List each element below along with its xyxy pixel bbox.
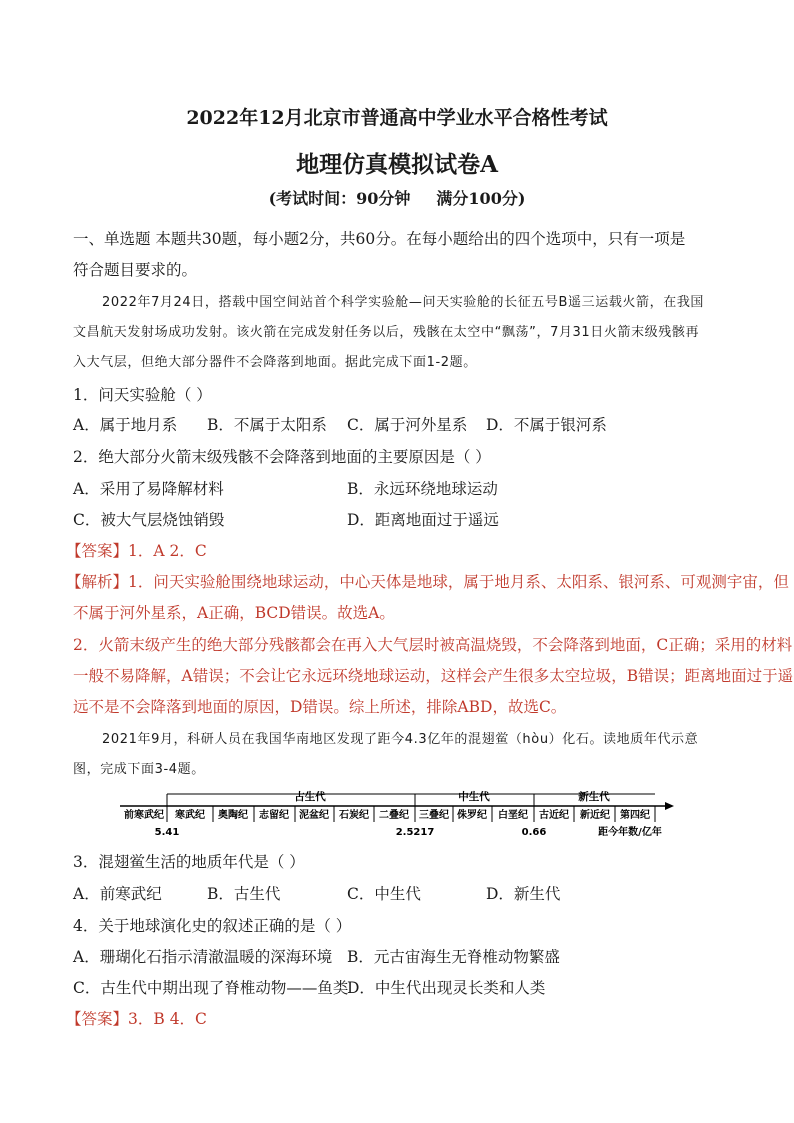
q1-option-c: C．属于河外星系 [347,416,468,434]
answer-label: 【答案】 [66,1010,129,1028]
analysis1-line1: 【解析】1．问天实验舱围绕地球运动，中心天体是地球，属于地月系、太阳系、银河系、可观测宇宙，但 [66,573,789,591]
q2-option-c: C．被大气层烧蚀销毁 [73,511,225,529]
q4-option-c: C．古生代中期出现了脊椎动物——鱼类 [73,979,349,997]
answer-text: 1．A 2．C [128,542,207,560]
q1-option-a: A．属于地月系 [73,416,178,434]
period-ordovician: 奥陶纪 [218,810,248,821]
axis-unit-label: 距今年数/亿年 [598,827,662,838]
boundary-age: 0.66 [521,827,547,838]
q3-option-c: C．中生代 [347,885,421,903]
section-instruction-line1: 一、单选题 本题共30题，每小题2分，共60分。在每小题给出的四个选项中，只有一项是 [73,230,686,248]
q1-stem: 1．问天实验舱（ ） [73,386,212,404]
q3-stem: 3．混翅鲎生活的地质年代是（ ） [73,853,305,871]
paper-title: 地理仿真模拟试卷A [296,151,498,178]
geologic-timeline-diagram [120,786,680,842]
period-triassic: 三叠纪 [419,810,449,821]
q3-option-b: B．古生代 [207,885,281,903]
period-cretaceous: 白垩纪 [498,810,528,821]
q3-option-d: D．新生代 [486,885,561,903]
q3-option-a: A．前寒武纪 [73,885,162,903]
period-neogene: 新近纪 [580,810,610,821]
period-precambrian: 前寒武纪 [124,810,164,821]
material2-line2: 图，完成下面3-4题。 [73,762,205,777]
material1-line3: 入大气层，但绝大部分器件不会降落到地面。据此完成下面1-2题。 [73,355,477,370]
exam-info [0,186,794,209]
q1-option-d: D．不属于银河系 [486,416,607,434]
q4-stem: 4．关于地球演化史的叙述正确的是（ ） [73,917,352,935]
q4-option-a: A．珊瑚化石指示清澈温暖的深海环境 [73,948,333,966]
era-paleozoic: 古生代 [294,791,326,803]
exam-time: (考试时间：90分钟 [268,189,411,208]
q2-option-d: D．距离地面过于遥远 [347,511,499,529]
period-carboniferous: 石炭纪 [339,810,369,821]
analysis1-line4: 一般不易降解，A错误；不会让它永远环绕地球运动，这样会产生很多太空垃圾，B错误；距离地面过于遥 [73,667,794,685]
answer-text: 3．B 4．C [128,1010,207,1028]
analysis1-line3: 2．火箭末级产生的绝大部分残骸都会在再入大气层时被高温烧毁，不会降落到地面，C正确；采用的材料 [73,636,793,654]
period-permian: 二叠纪 [379,810,409,821]
period-devonian: 泥盆纪 [299,810,329,821]
q2-stem: 2．绝大部分火箭末级残骸不会降落到地面的主要原因是（ ） [73,448,491,466]
full-score: 满分100分) [436,189,526,208]
analysis-label: 【解析】 [66,573,129,591]
q4-option-b: B．元古宙海生无脊椎动物繁盛 [347,948,560,966]
period-jurassic: 侏罗纪 [457,810,487,821]
q4-option-d: D．中生代出现灵长类和人类 [347,979,546,997]
boundary-age: 5.41 [154,827,180,838]
q1-option-b: B．不属于太阳系 [207,416,327,434]
era-cenozoic: 新生代 [578,791,610,803]
q2-option-b: B．永远环绕地球运动 [347,480,498,498]
period-quaternary: 第四纪 [620,810,650,821]
period-cambrian: 寒武纪 [175,810,205,821]
period-paleogene: 古近纪 [539,810,569,821]
answer2 [66,1007,207,1029]
axis-arrow-icon [665,802,674,810]
period-silurian: 志留纪 [259,810,289,821]
answer-label: 【答案】 [66,542,129,560]
material1-line1: 2022年7月24日，搭载中国空间站首个科学实验舱—问天实验舱的长征五号B遥三运载火箭，在我国 [102,295,705,310]
era-mesozoic: 中生代 [458,791,490,803]
analysis1-line5: 远不是不会降落到地面的原因，D错误。综上所述，排除ABD，故选C。 [73,698,567,716]
q2-option-a: A．采用了易降解材料 [73,480,224,498]
material1-line2: 文昌航天发射场成功发射。该火箭在完成发射任务以后，残骸在太空中“飘荡”，7月31日火箭末级残骸再 [73,325,700,340]
analysis1-line2: 不属于河外星系，A正确，BCD错误。故选A。 [73,604,395,622]
answer1 [66,539,207,561]
boundary-age: 2.5217 [395,827,435,838]
section-instruction-line2: 符合题目要求的。 [73,261,198,279]
exam-title: 2022年12月北京市普通高中学业水平合格性考试 [186,107,608,129]
material2-line1: 2021年9月，科研人员在我国华南地区发现了距今4.3亿年的混翅鲎（hòu）化石。读地质年代示意 [102,732,699,747]
